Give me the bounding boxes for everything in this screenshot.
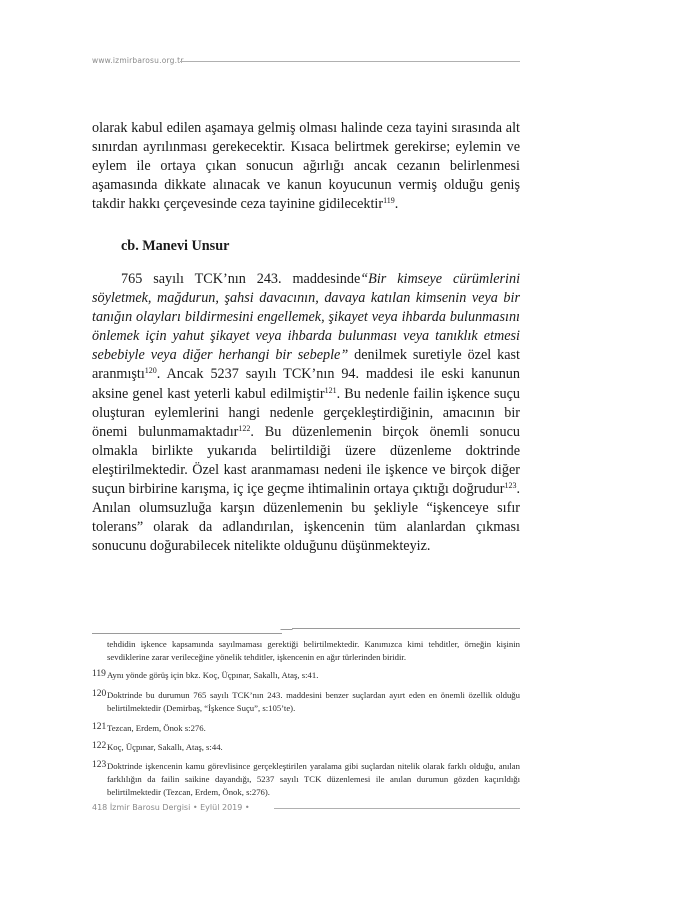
- law-quote: “Bir kimseye cürümlerini söyletmek, mağdurun, şahsi davacının, davaya katılan kimsenin veya bir tanığın olayları bildirmesini engellemek, şikayet veya ihbarda bulunmasını önlemek için yahut şikayet veya ihbarda bulunması veya tanıklık etmesi sebebiyle veya diğer herhangi bir sebeple”: [92, 271, 521, 364]
- footnote-120: [92, 689, 520, 715]
- header-rule: [180, 61, 520, 62]
- footnote-text: Doktrinde işkencenin kamu görevlisince gerçekleştirilen yaralama gibi suçlardan nitelik olarak farklı olduğu, anılan farklılığın da failin saikine dayandığı, 5237 sayılı TCK düzenlemesi ile anılan durumun gözden kaçırıldığı belirtilmektedir (Tezcan, Erdem, Önok, s:276).: [107, 761, 520, 797]
- running-header: [92, 56, 520, 68]
- footnote-separator: [92, 626, 520, 636]
- footnote-number: 122: [92, 741, 107, 751]
- running-footer: [92, 803, 520, 815]
- paragraph-1: olarak kabul edilen aşamaya gelmiş olması halinde ceza tayini sırasında alt sınırdan ayrılınması gerekecektir. Kısaca belirtmek gerekirse; eylemin ve eylem ile ortaya çıkan sonucun ağırlığı ancak cezanın belirlenmesi aşamasında dikkate alınacak ve kanun koyucunun vermiş olduğu geniş takdir hakkı çerçevesinde ceza tayinine gidilecektir$^{119}$.: [92, 120, 520, 213]
- paragraph-2: [92, 270, 520, 556]
- footer-label: 418 İzmir Barosu Dergisi • Eylül 2019 •: [92, 803, 250, 812]
- footnote-ref-121: 121: [324, 385, 337, 395]
- footnote-number: 119: [92, 669, 106, 679]
- paragraph-2-part-4: . Bu nedenle failin işkence suçu oluşturan eylemlerini hangi nedenle gerçekleştirdiğinin, amacının bir önemi bulunmamaktadır: [92, 385, 520, 440]
- footnote-119: [92, 669, 520, 682]
- footnote-continued: [92, 638, 520, 664]
- paragraph-2-part-6: . Anılan olumsuzluğa karşın düzenlemenin bu şekliyle “işkenceye sıfır tolerans” olarak da adlandırılan, işkencenin tüm alanlardan çıkması sonucunu doğurabilecek nitelikte olduğunu düşünmekteyiz.: [92, 481, 520, 555]
- footnote-continued-text: tehdidin işkence kapsamında sayılmaması gerektiği belirtilmektedir. Kanımızca kimi tehditler, örneğin kişinin sevdiklerine zarar verileceğine yönelik tehditler, işkencenin en ağır türlerinden biridir.: [107, 639, 520, 662]
- footnote-number: 123: [92, 760, 107, 770]
- footnote-text: Tezcan, Erdem, Önok s:276.: [107, 723, 206, 733]
- footnote-number: 121: [92, 722, 107, 732]
- footnote-ref-123: 123: [504, 481, 517, 491]
- footnote-text: Doktrinde bu durumun 765 sayılı TCK’nın 243. maddesini benzer suçlardan ayırt eden en önemli özellik olduğu belirtilmektedir (Demirbaş, “İşkence Suçu”, s:105’te).: [107, 690, 520, 713]
- footnote-number: 120: [92, 689, 107, 699]
- footnote-text: Koç, Üçpınar, Sakallı, Ataş, s:44.: [107, 742, 223, 752]
- footnote-123: [92, 760, 520, 799]
- footnote-text: Aynı yönde görüş için bkz. Koç, Üçpınar, Sakallı, Ataş, s:41.: [107, 670, 319, 680]
- paragraph-2-part-5: . Bu düzenlemenin birçok önemli sonucu olmakla birlikte yukarıda belirtildiği üzere düzenleme doktrinde eleştirilmektedir. Özel kast aranmaması nedeni ile işkence ve birçok diğer suçun birbirine karışma, iç içe geçme ihtimalinin ortaya çıktığı doğrudur: [92, 423, 520, 498]
- footnote-ref-119: 119: [383, 196, 395, 206]
- footer-rule: [274, 808, 520, 809]
- paragraph-2-lead: 765 sayılı TCK’nın 243. maddesinde: [121, 271, 361, 287]
- footnote-ref-122: 122: [238, 423, 251, 433]
- header-url: www.izmirbarosu.org.tr: [92, 56, 184, 65]
- footnote-121: [92, 722, 520, 735]
- paragraph-2-part-3: . Ancak 5237 sayılı TCK’nın 94. maddesi ile eski kanunun aksine genel kast yeterli kabul edilmiştir: [92, 366, 520, 402]
- paragraph-1-text: olarak kabul edilen aşamaya gelmiş olması halinde ceza tayini sırasında alt sınırdan ayrılınması gerekecektir. Kısaca belirtmek gerekirse; eylemin ve eylem ile ortaya çıkan sonucun ağırlığı ancak cezanın belirlenmesi aşamasında dikkate alınacak ve kanun koyucunun vermiş olduğu geniş takdir hakkı çerçevesinde ceza tayinine gidilecektir: [92, 120, 520, 213]
- footnote-122: [92, 741, 520, 754]
- section-heading: cb. Manevi Unsur: [121, 238, 230, 254]
- paragraph-2-part-2: denilmek suretiyle özel kast aranmıştı: [92, 347, 520, 383]
- footnote-ref-120: 120: [144, 366, 157, 376]
